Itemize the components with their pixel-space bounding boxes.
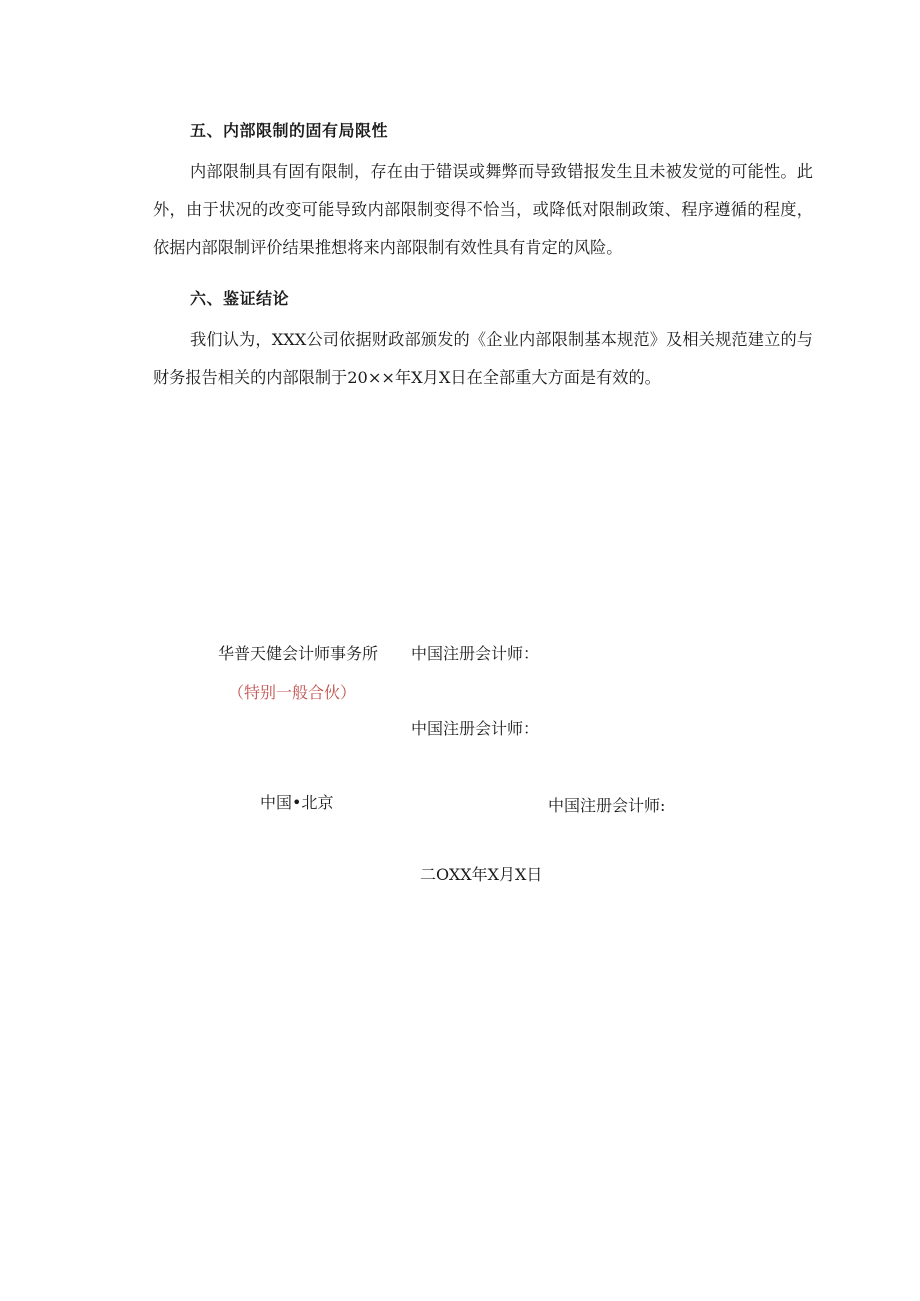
cpa-signature-label-2: 中国注册会计师： [411, 719, 540, 738]
location: 中国•北京 [260, 793, 334, 812]
section-heading-limitations: 五、内部限制的固有局限性 [190, 121, 389, 140]
cpa-signature-label-1: 中国注册会计师： [411, 644, 540, 663]
firm-name: 华普天健会计师事务所 [218, 644, 379, 663]
firm-type: （特别一般合伙） [228, 683, 357, 702]
section-heading-conclusion: 六、鉴证结论 [190, 289, 290, 308]
paragraph-conclusion: 我们认为，XXX公司依据财政部颁发的《企业内部限制基本规范》及相关规范建立的与财务报告相关的内部限制于20××年X月X日在全部重大方面是有效的。 [153, 330, 813, 387]
report-date: 二OXX年X月X日 [420, 865, 543, 884]
cpa-signature-label-3: 中国注册会计师: [548, 796, 666, 815]
paragraph-limitations: 内部限制具有固有限制，存在由于错误或舞弊而导致错报发生且未被发觉的可能性。此外，由于状况的改变可能导致内部限制变得不恰当，或降低对限制政策、程序遵循的程度，依据内部限制评价结果推想将来内部限制有效性具有肯定的风险。 [153, 162, 813, 257]
